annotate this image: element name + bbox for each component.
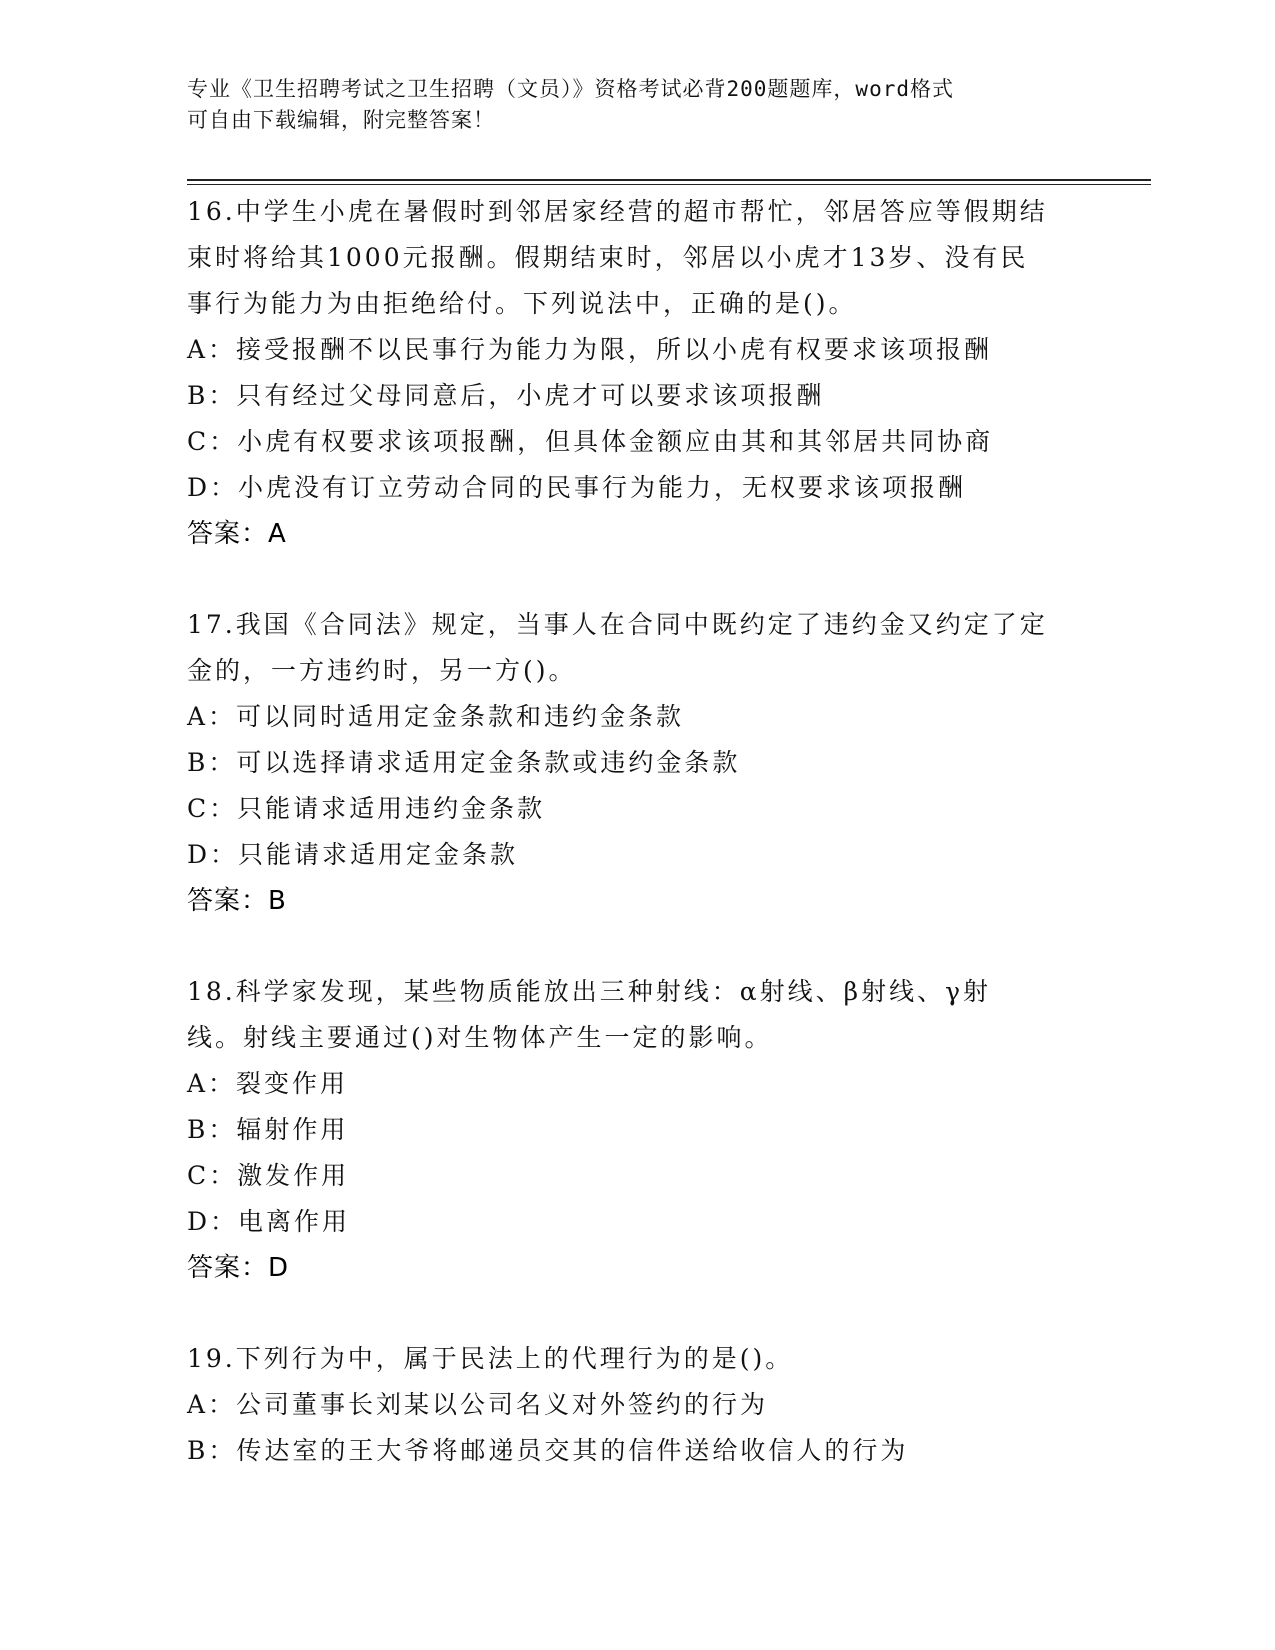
option-b: B：辐射作用	[187, 1115, 349, 1144]
question-19	[187, 1336, 1137, 1474]
question-16	[187, 189, 1137, 557]
option-d: D：只能请求适用定金条款	[187, 840, 519, 869]
option-c: C：激发作用	[187, 1161, 350, 1190]
option-a: A：公司董事长刘某以公司名义对外签约的行为	[187, 1390, 769, 1419]
question-list	[187, 189, 1137, 1474]
header-divider-thin	[187, 184, 1151, 185]
answer-label: 答案：A	[187, 519, 287, 549]
question-stem-line: 18.科学家发现，某些物质能放出三种射线：α射线、β射线、γ射	[187, 977, 992, 1006]
question-stem-line: 17.我国《合同法》规定，当事人在合同中既约定了违约金又约定了定	[187, 610, 1048, 639]
option-a: A：裂变作用	[187, 1069, 349, 1098]
question-17	[187, 602, 1137, 924]
option-b: B：只有经过父母同意后，小虎才可以要求该项报酬	[187, 381, 825, 410]
question-stem-line: 16.中学生小虎在暑假时到邻居家经营的超市帮忙，邻居答应等假期结	[187, 197, 1048, 226]
header-divider-thick	[187, 179, 1151, 181]
option-a: A：可以同时适用定金条款和违约金条款	[187, 702, 685, 731]
option-a: A：接受报酬不以民事行为能力为限，所以小虎有权要求该项报酬	[187, 335, 993, 364]
document-header	[187, 74, 1067, 136]
question-stem-line: 事行为能力为由拒绝给付。下列说法中，正确的是()。	[187, 289, 857, 318]
option-d: D：小虎没有订立劳动合同的民事行为能力，无权要求该项报酬	[187, 473, 967, 502]
header-line: 专业《卫生招聘考试之卫生招聘（文员）》资格考试必背200题题库，word格式	[187, 77, 954, 101]
answer-label: 答案：D	[187, 1253, 290, 1283]
option-d: D：电离作用	[187, 1207, 351, 1236]
header-line: 可自由下载编辑，附完整答案！	[187, 108, 495, 132]
option-c: C：只能请求适用违约金条款	[187, 794, 546, 823]
option-b: B：可以选择请求适用定金条款或违约金条款	[187, 748, 741, 777]
question-stem-line: 19.下列行为中，属于民法上的代理行为的是()。	[187, 1344, 794, 1373]
question-stem-line: 束时将给其1000元报酬。假期结束时，邻居以小虎才13岁、没有民	[187, 243, 1029, 272]
answer-label: 答案：B	[187, 886, 287, 916]
question-stem-line: 金的，一方违约时，另一方()。	[187, 656, 577, 685]
question-18	[187, 969, 1137, 1291]
question-stem-line: 线。射线主要通过()对生物体产生一定的影响。	[187, 1023, 773, 1052]
option-b: B：传达室的王大爷将邮递员交其的信件送给收信人的行为	[187, 1436, 909, 1465]
option-c: C：小虎有权要求该项报酬，但具体金额应由其和其邻居共同协商	[187, 427, 994, 456]
